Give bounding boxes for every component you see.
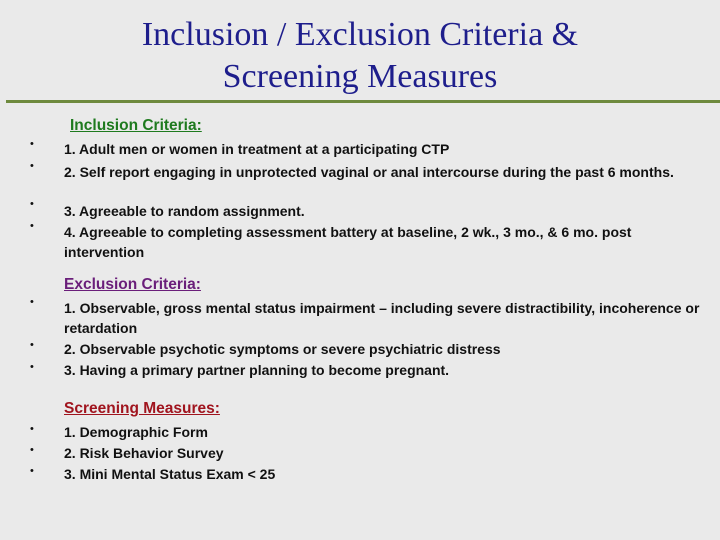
screening-item-2: 2. Risk Behavior Survey — [64, 445, 224, 461]
screening-item-3: 3. Mini Mental Status Exam < 25 — [64, 466, 276, 482]
inclusion-heading: Inclusion Criteria: — [70, 117, 202, 134]
bullet-icon: • — [30, 220, 34, 232]
bullet-icon: • — [30, 138, 34, 150]
bullet-icon: • — [30, 444, 34, 456]
bullet-icon: • — [30, 160, 34, 172]
screening-item-1: 1. Demographic Form — [64, 424, 208, 440]
inclusion-item-4: 4. Agreeable to completing assessment battery at baseline, 2 wk., 3 mo., & 6 mo. post intervention — [64, 224, 632, 260]
bullet-icon: • — [30, 361, 34, 373]
screening-heading: Screening Measures: — [64, 400, 220, 417]
exclusion-item-3: 3. Having a primary partner planning to become pregnant. — [64, 362, 450, 378]
title-line-2: Screening Measures — [222, 58, 498, 95]
bullet-icon: • — [30, 339, 34, 351]
exclusion-heading: Exclusion Criteria: — [64, 276, 201, 293]
inclusion-item-1: 1. Adult men or women in treatment at a participating CTP — [64, 141, 450, 157]
title-divider — [6, 100, 720, 103]
exclusion-item-2: 2. Observable psychotic symptoms or severe psychiatric distress — [64, 341, 501, 357]
exclusion-item-1: 1. Observable, gross mental status impairment – including severe distractibility, incoherence or retardation — [64, 300, 700, 336]
bullet-icon: • — [30, 423, 34, 435]
inclusion-item-2: 2. Self report engaging in unprotected vaginal or anal intercourse during the past 6 months. — [64, 164, 674, 180]
bullet-icon: • — [30, 296, 34, 308]
title-line-1: Inclusion / Exclusion Criteria & — [141, 16, 579, 53]
bullet-icon: • — [30, 198, 34, 210]
slide-title — [0, 14, 720, 98]
bullet-icon: • — [30, 465, 34, 477]
inclusion-item-3: 3. Agreeable to random assignment. — [64, 203, 305, 219]
